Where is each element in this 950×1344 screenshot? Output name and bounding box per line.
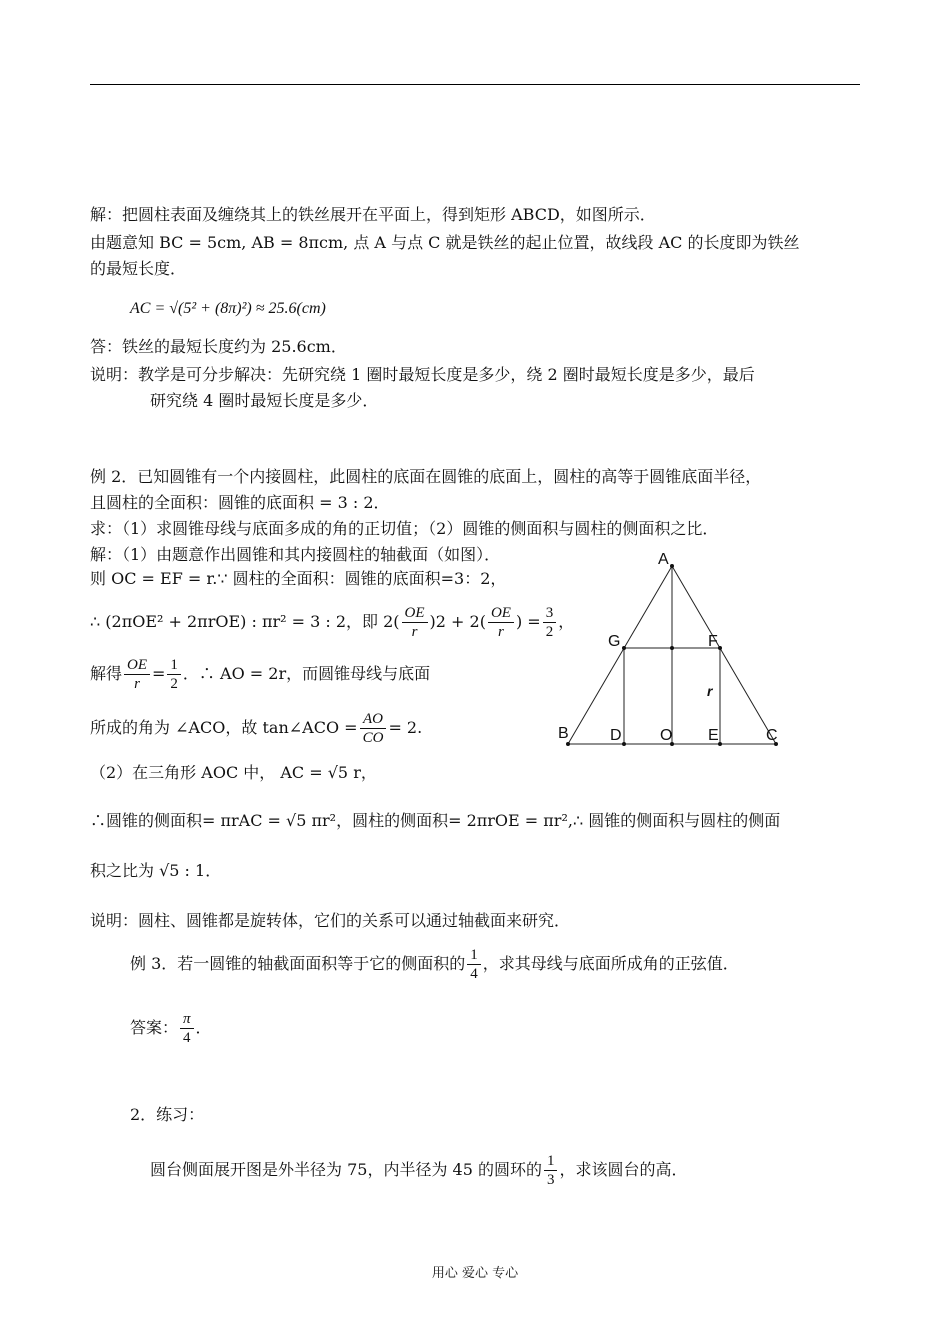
label-c: C (766, 727, 778, 744)
ex2-sol-equation: ∴ (2πOE² + 2πrOE) : πr² = 3 : 2，即 2( $\frac{OE}{r}$ )2 + 2( $\frac{OE}{r}$ ) = $\frac{3}{2}$ ， (90, 605, 575, 640)
ex2-sol-tan: 所成的角为 ∠ACO，故 tan∠ACO = $\frac{AO}{CO}$ = 2. (90, 711, 423, 746)
label-r: r (707, 683, 713, 699)
sol1-answer: 答：铁丝的最短长度约为 25.6cm． (90, 337, 347, 356)
practice-problem: 圆台侧面展开图是外半径为 75，内半径为 45 的圆环的 $\frac{1}{3}$ ，求该圆台的高． (150, 1153, 688, 1188)
cone-cylinder-diagram (550, 548, 790, 758)
point-axis-mid (670, 646, 674, 650)
sol1-line3: 的最短长度． (90, 259, 187, 278)
ex2-sol-solve: 解得 $\frac{OE}{r}$ = $\frac{1}{2}$ ．∴ AO = 2r，而圆锥母线与底面 (90, 657, 431, 692)
sol1-line1: 解：把圆柱表面及缠绕其上的铁丝展开在平面上，得到矩形 ABCD，如图所示． (90, 205, 656, 224)
label-g: G (608, 633, 621, 650)
sol1-note-cont: 研究绕 4 圈时最短长度是多少． (150, 391, 379, 410)
ex2-line1: 例 2．已知圆锥有一个内接圆柱，此圆柱的底面在圆锥的底面上，圆柱的高等于圆锥底面半径， (90, 467, 762, 486)
ex2-note: 说明：圆柱、圆锥都是旋转体，它们的关系可以通过轴截面来研究． (90, 911, 571, 930)
fraction-oe-r-1: $\frac{OE}{r}$ (402, 604, 428, 641)
ex2-sol-line1: 解：（1）由题意作出圆锥和其内接圆柱的轴截面（如图）． (90, 545, 501, 564)
cone-edge-ac (672, 566, 776, 744)
ex2-part2-line1: （2）在三角形 AOC 中， AC = √5 r， (90, 763, 377, 782)
fraction-pi-4: $\frac{\pi}{4}$ (180, 1010, 194, 1047)
point-f (718, 646, 722, 650)
fraction-3-2: $\frac{3}{2}$ (543, 604, 557, 641)
sol1-note: 说明：教学是可分步解决：先研究绕 1 圈时最短长度是多少，绕 2 圈时最短长度是多少，最后 (90, 365, 755, 384)
fraction-ao-co: $\frac{AO}{CO}$ (360, 710, 387, 747)
fraction-oe-r-2: $\frac{OE}{r}$ (488, 604, 514, 641)
sol1-formula: AC = √(5² + (8π)²) ≈ 25.6(cm) (130, 300, 326, 317)
label-o: O (660, 727, 673, 744)
ex2-part2-line3: 积之比为 √5 : 1． (90, 861, 222, 880)
ex3-answer: 答案： $\frac{\pi}{4}$ ． (130, 1011, 212, 1046)
fraction-oe-r-3: $\frac{OE}{r}$ (124, 656, 150, 693)
ex2-question: 求：（1）求圆锥母线与底面多成的角的正切值；（2）圆锥的侧面积与圆柱的侧面积之比． (90, 519, 719, 538)
ex2-sol-line2: 则 OC = EF = r.∵ 圆柱的全面积：圆锥的底面积=3：2， (90, 569, 507, 588)
label-a: A (658, 551, 669, 568)
point-d (622, 742, 626, 746)
label-b: B (558, 725, 569, 742)
ex3-line1: 例 3．若一圆锥的轴截面面积等于它的侧面积的 $\frac{1}{4}$ ，求其母线与底面所成角的正弦值． (130, 947, 739, 982)
ex2-line2: 且圆柱的全面积：圆锥的底面积 = 3 : 2． (90, 493, 390, 512)
point-b (566, 742, 570, 746)
practice-heading: 2．练习： (130, 1105, 205, 1124)
ex2-part2-line2: ∴圆锥的侧面积= πrAC = √5 πr²，圆柱的侧面积= 2πrOE = πr²,∴ 圆锥的侧面积与圆柱的侧面 (90, 811, 781, 830)
fraction-1-3: $\frac{1}{3}$ (544, 1152, 558, 1189)
label-e: E (708, 727, 719, 744)
header-rule (90, 84, 860, 85)
point-g (622, 646, 626, 650)
label-d: D (610, 727, 622, 744)
cone-edge-ab (568, 566, 672, 744)
sol1-line2: 由题意知 BC = 5cm, AB = 8πcm, 点 A 与点 C 就是铁丝的起止位置，故线段 AC 的长度即为铁丝 (90, 233, 800, 252)
point-a (670, 564, 674, 568)
fraction-1-2: $\frac{1}{2}$ (167, 656, 181, 693)
label-f: F (708, 633, 718, 650)
fraction-1-4: $\frac{1}{4}$ (467, 946, 481, 983)
page-footer: 用心 爱心 专心 (431, 1266, 519, 1281)
